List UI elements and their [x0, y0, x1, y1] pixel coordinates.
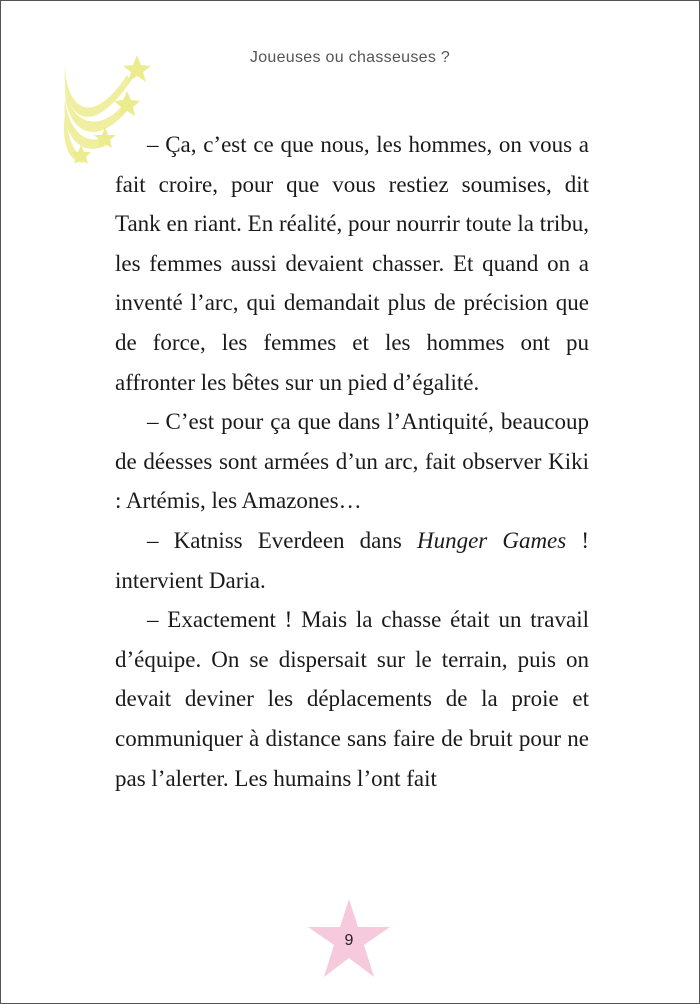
running-head: Joueuses ou chasseuses ?	[249, 49, 451, 66]
paragraph-text: – Katniss Everdeen dans	[147, 527, 417, 553]
paragraph-text: ! intervient Daria.	[115, 527, 589, 593]
page-number-badge	[304, 895, 394, 985]
paragraph: – C’est pour ça que dans l’Antiquité, beaucoup de déesses sont armées d’un arc, fait observer Kiki : Artémis, les Amazones…	[115, 409, 589, 514]
book-title: Hunger Games	[416, 527, 567, 553]
body-text	[115, 125, 589, 798]
paragraph	[115, 521, 589, 600]
page-number: 9	[344, 932, 354, 949]
paragraph: – Ça, c’est ce que nous, les hommes, on vous a fait croire, pour que vous restiez soumises, dit Tank en riant. En réalité, pour nourrir toute la tribu, les femmes aussi devaient chasser. Et quand on a inventé l’arc, qui demandait plus de précision que de force, les femmes et les hommes ont pu affronter les bêtes sur un pied d’égalité.	[115, 132, 589, 395]
paragraph: – Exactement ! Mais la chasse était un travail d’équipe. On se dispersait sur le terrain, puis on devait deviner les déplacements de la proie et communiquer à distance sans faire de bruit pour ne pas l’alerter. Les humains l’ont fait	[115, 607, 589, 791]
